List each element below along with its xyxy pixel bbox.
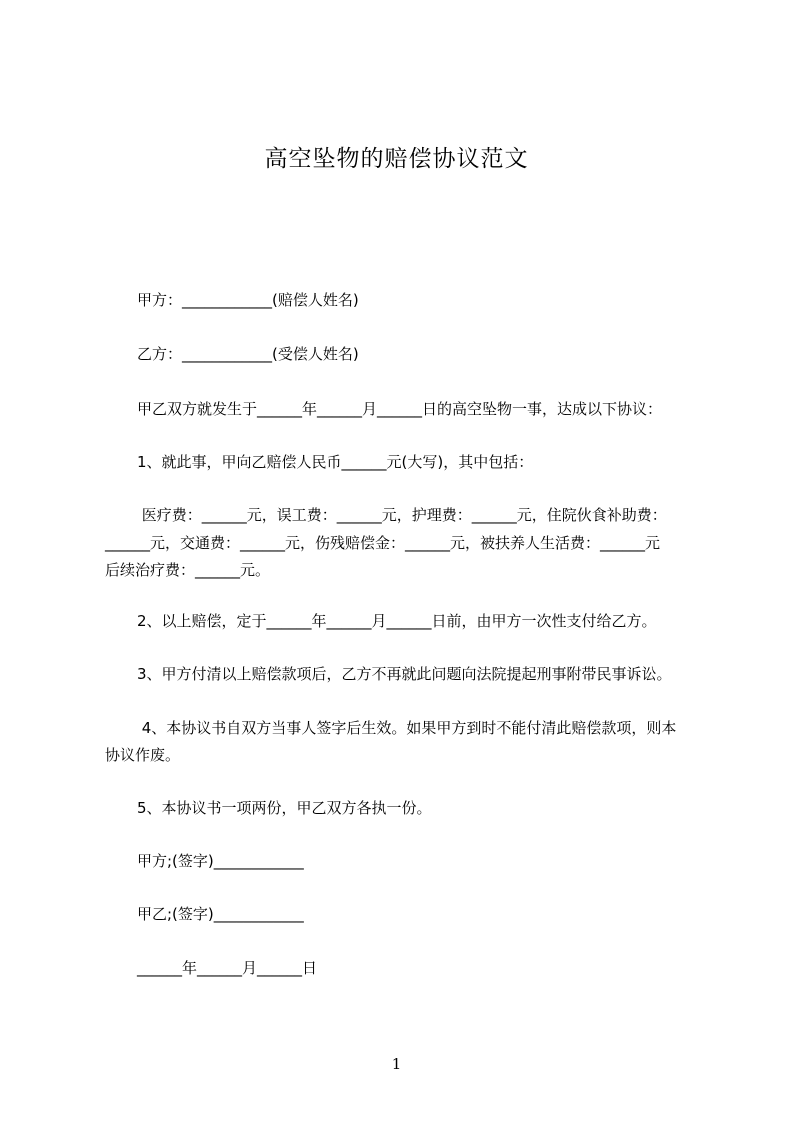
- party-b-line: 乙方：____________(受偿人姓名): [137, 345, 359, 363]
- document-title: 高空坠物的赔偿协议范文: [264, 146, 529, 172]
- signature-party-a: 甲方;(签字)____________: [137, 852, 304, 870]
- intro-paragraph: 甲乙双方就发生于______年______月______日的高空坠物一事，达成以下协议：: [137, 400, 663, 418]
- clause-4-line-1: 4、本协议书自双方当事人签字后生效。如果甲方到时不能付清此赔偿款项，则本: [137, 719, 677, 737]
- signature-party-b: 甲乙;(签字)____________: [137, 905, 304, 923]
- signature-date: ______年______月______日: [137, 959, 318, 977]
- fees-line-2: ______元，交通费：______元，伤残赔偿金：______元，被扶养人生活费：______元: [105, 534, 661, 552]
- clause-1: 1、就此事，甲向乙赔偿人民币______元(大写)，其中包括：: [137, 453, 534, 471]
- page-number: 1: [391, 1055, 402, 1073]
- fees-line-3: 后续治疗费：______元。: [105, 561, 271, 579]
- clause-5: 5、本协议书一项两份，甲乙双方各执一份。: [137, 799, 432, 817]
- clause-4-line-2: 协议作废。: [105, 746, 181, 764]
- clause-2: 2、以上赔偿，定于______年______月______日前，由甲方一次性支付给乙方。: [137, 612, 657, 630]
- fees-line-1: 医疗费：______元，误工费：______元，护理费：______元，住院伙食补助费：: [137, 506, 667, 524]
- party-a-line: 甲方：____________(赔偿人姓名): [137, 291, 359, 309]
- clause-3: 3、甲方付清以上赔偿款项后，乙方不再就此问题向法院提起刑事附带民事诉讼。: [137, 665, 672, 683]
